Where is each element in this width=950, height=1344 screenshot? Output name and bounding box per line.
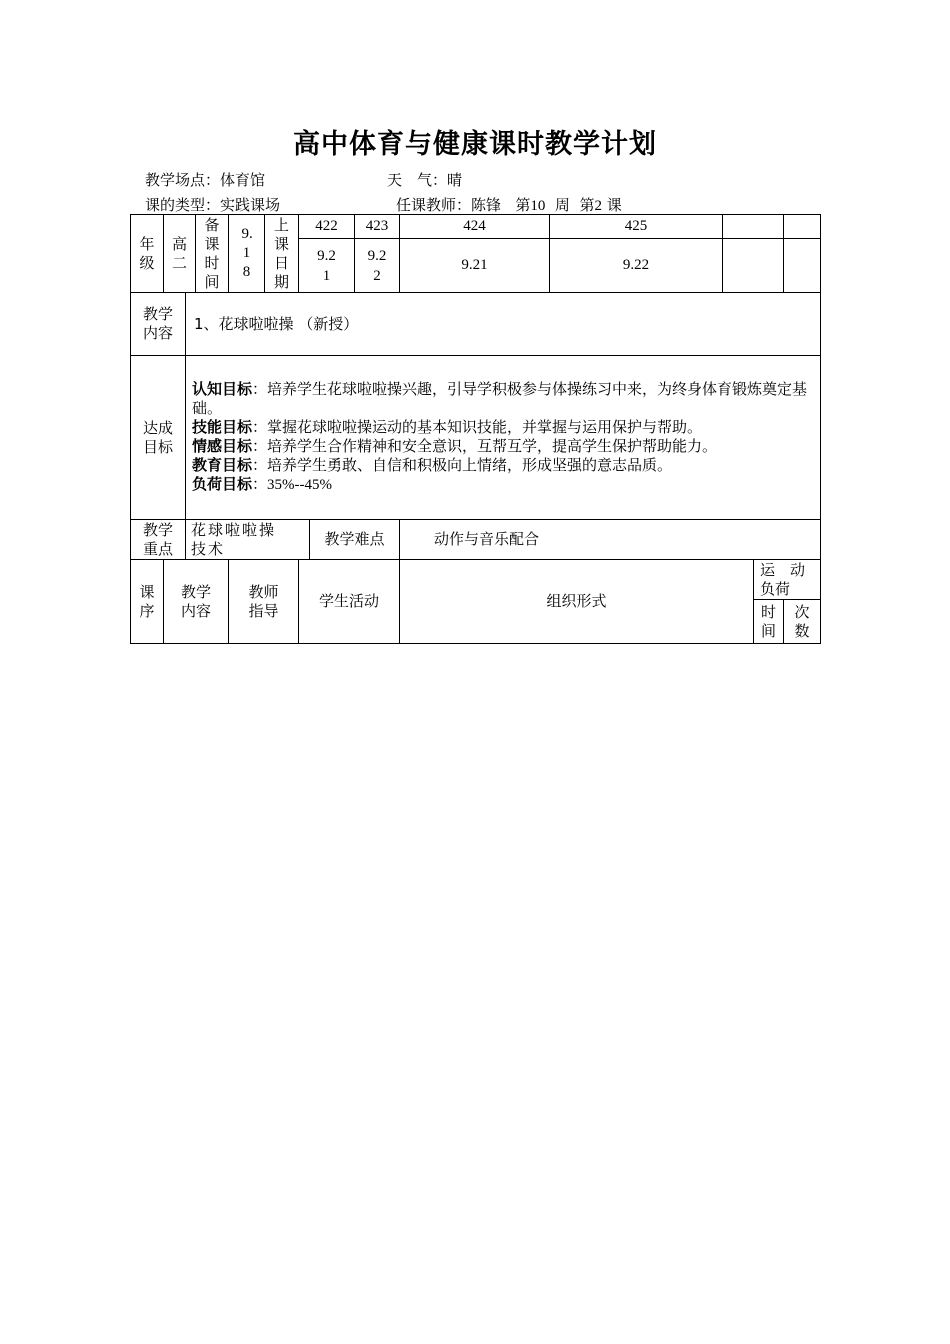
content-label-cell: 教学内容 — [131, 293, 186, 356]
weather-label: 天 气： — [387, 171, 448, 189]
teacher-label: 任课教师： — [396, 196, 472, 214]
lesson-number: 2 — [594, 198, 602, 214]
difficulty-value-cell: 动作与音乐配合 — [400, 520, 821, 560]
date-cell-4: 9.22 — [550, 239, 723, 293]
week-number: 10 — [530, 198, 546, 214]
date-cell-2: 9.22 — [355, 239, 400, 293]
organization-header-cell: 组织形式 — [400, 560, 754, 644]
count-header-cell: 次数 — [784, 600, 821, 644]
week-suffix: 周 — [554, 196, 570, 214]
teacher-value: 陈锋 — [471, 196, 502, 214]
type-value: 实践课场 — [220, 196, 281, 214]
prep-time-label-cell: 备课时间 — [196, 215, 229, 293]
class-empty-cell-1 — [723, 215, 784, 239]
activity-header-cell: 学生活动 — [299, 560, 400, 644]
time-header-cell: 时间 — [754, 600, 784, 644]
goal-skill: 技能目标：掌握花球啦啦操运动的基本知识技能，并掌握与运用保护与帮助。 — [192, 418, 703, 436]
class-423-cell: 423 — [355, 215, 400, 239]
goal-education: 教育目标：培养学生勇敢、自信和积极向上情绪，形成坚强的意志品质。 — [192, 456, 673, 474]
location-value: 体育馆 — [220, 171, 266, 189]
date-cell-1: 9.21 — [299, 239, 355, 293]
guidance-header-cell: 教师指导 — [229, 560, 299, 644]
grade-label-cell: 年级 — [131, 215, 164, 293]
location-line — [145, 169, 265, 190]
goals-cell — [186, 356, 821, 520]
content-value-cell: 1、花球啦啦操 （新授） — [186, 293, 821, 356]
key-point-value-cell: 花球啦啦操技术 — [186, 520, 310, 560]
class-424-cell: 424 — [400, 215, 550, 239]
date-empty-cell-1 — [723, 239, 784, 293]
location-label: 教学场点： — [145, 171, 221, 189]
prep-date-cell: 9.18 — [229, 215, 265, 293]
weather-value: 晴 — [447, 171, 463, 189]
class-empty-cell-2 — [784, 215, 821, 239]
teacher-line — [396, 194, 622, 215]
key-point-label-cell: 教学重点 — [131, 520, 186, 560]
date-cell-3: 9.21 — [400, 239, 550, 293]
content-header-cell: 教学内容 — [164, 560, 229, 644]
class-422-cell: 422 — [299, 215, 355, 239]
page-title: 高中体育与健康课时教学计划 — [293, 129, 657, 160]
difficulty-label-cell: 教学难点 — [310, 520, 400, 560]
goals-label-cell: 达成目标 — [131, 356, 186, 520]
lesson-plan-table — [130, 214, 821, 644]
goal-load: 负荷目标：35%--45% — [192, 475, 332, 493]
class-date-label-cell: 上课日期 — [265, 215, 299, 293]
goal-cognitive: 认知目标：培养学生花球啦啦操兴趣，引导学积极参与体操练习中来，为终身体育锻炼奠定基础。 — [192, 380, 808, 417]
load-header-cell: 运 动负荷 — [754, 560, 821, 600]
type-line — [145, 194, 280, 215]
order-header-cell: 课序 — [131, 560, 164, 644]
lesson-prefix: 第 — [579, 196, 595, 214]
goal-emotion: 情感目标：培养学生合作精神和安全意识，互帮互学，提高学生保护帮助能力。 — [192, 437, 718, 455]
class-425-cell: 425 — [550, 215, 723, 239]
date-empty-cell-2 — [784, 239, 821, 293]
week-prefix: 第 — [515, 196, 531, 214]
weather-line — [387, 169, 462, 190]
type-label: 课的类型： — [145, 196, 221, 214]
grade-value-cell: 高二 — [164, 215, 196, 293]
lesson-suffix: 课 — [606, 196, 622, 214]
